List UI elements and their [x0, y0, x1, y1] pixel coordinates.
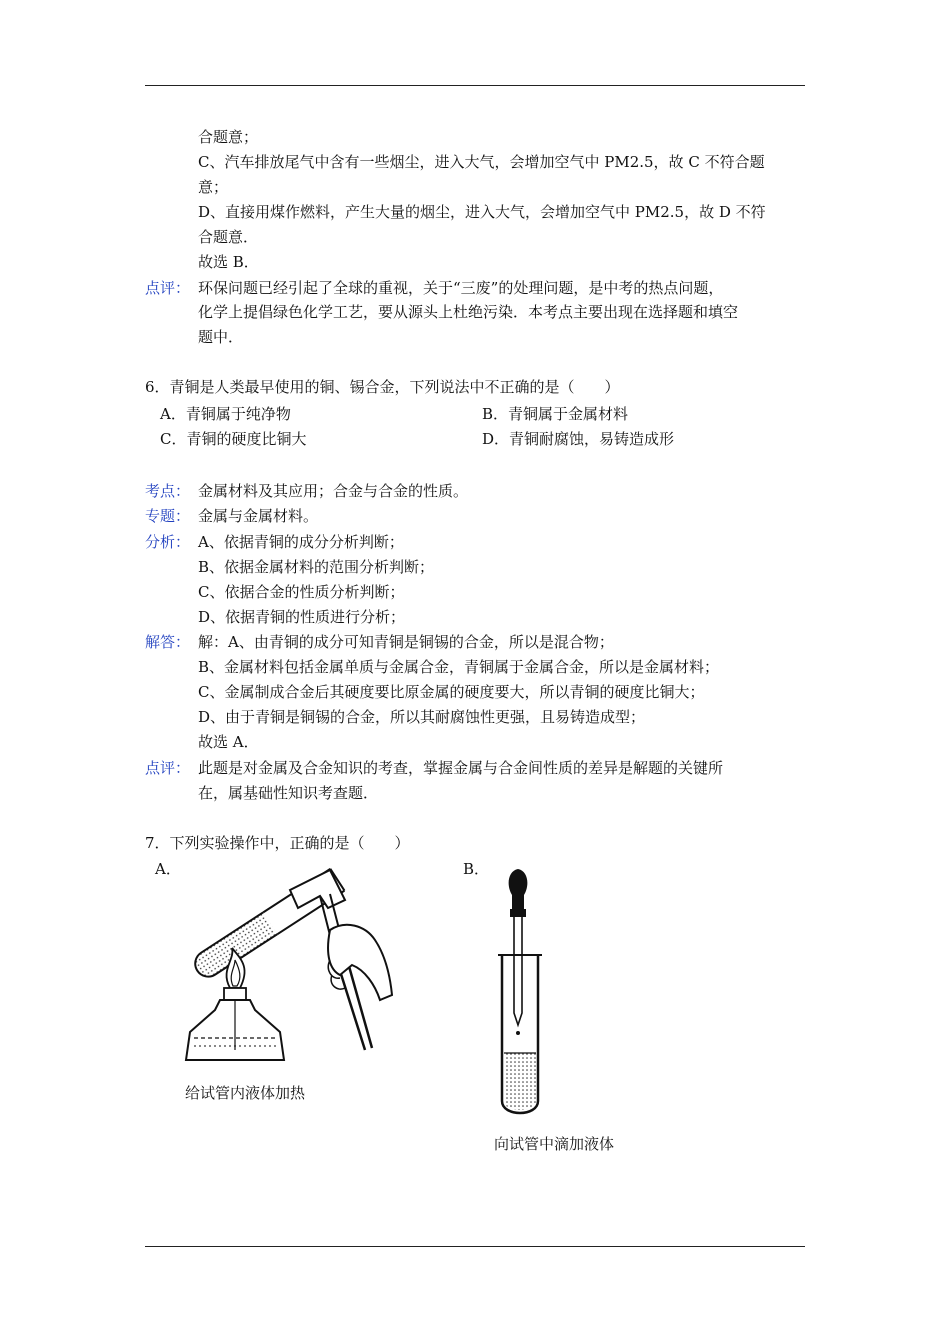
sol5-line-1: 合题意；	[198, 128, 259, 146]
q6-fenxi-2: B、依据金属材料的范围分析判断；	[198, 558, 435, 576]
q7-option-b: B．	[463, 860, 490, 878]
q6-fenxi-4: D、依据青铜的性质进行分析；	[198, 608, 406, 626]
q6-jieda-5: 故选 A．	[198, 733, 259, 751]
q6-stem: 6．青铜是人类最早使用的铜、锡合金，下列说法中不正确的是（ ）	[145, 378, 620, 396]
q6-option-a: A．青铜属于纯净物	[160, 405, 291, 423]
sol5-comment-2: 化学上提倡绿色化学工艺，要从源头上杜绝污染．本考点主要出现在选择题和填空	[198, 303, 739, 321]
q6-zhuanti: 金属与金属材料。	[198, 507, 319, 525]
q7-option-a: A．	[155, 860, 181, 878]
q6-dianping-2: 在，属基础性知识考查题．	[198, 784, 379, 802]
q6-option-c: C．青铜的硬度比铜大	[160, 430, 307, 448]
q6-fenxi-1: A、依据青铜的成分分析判断；	[198, 533, 404, 551]
q6-jieda-3: C、金属制成合金后其硬度要比原金属的硬度要大，所以青铜的硬度比铜大；	[198, 683, 705, 701]
dropper-test-tube-figure	[490, 865, 550, 1125]
q6-jieda-1: 解：A、由青铜的成分可知青铜是铜锡的合金，所以是混合物；	[198, 633, 614, 651]
q6-jieda-2: B、金属材料包括金属单质与金属合金，青铜属于金属合金，所以是金属材料；	[198, 658, 720, 676]
q7-caption-a: 给试管内液体加热	[185, 1084, 306, 1102]
sol5-line-3: 意；	[198, 178, 229, 196]
sol5-line-2: C、汽车排放尾气中含有一些烟尘，进入大气，会增加空气中 PM2.5，故 C 不符合题	[198, 153, 765, 171]
sol5-comment-3: 题中．	[198, 328, 244, 346]
q6-zhuanti-label: 专题：	[145, 507, 191, 525]
q6-dianping-label: 点评：	[145, 759, 191, 777]
q7-caption-b: 向试管中滴加液体	[494, 1135, 615, 1153]
sol5-line-6: 故选 B．	[198, 253, 259, 271]
q6-option-b: B．青铜属于金属材料	[482, 405, 629, 423]
q6-jieda-label: 解答：	[145, 633, 191, 651]
footer-rule	[145, 1246, 805, 1247]
q6-kaodian-label: 考点：	[145, 482, 191, 500]
header-rule	[145, 85, 805, 86]
q6-jieda-4: D、由于青铜是铜锡的合金，所以其耐腐蚀性更强，且易铸造成型；	[198, 708, 646, 726]
q6-kaodian: 金属材料及其应用；合金与合金的性质。	[198, 482, 469, 500]
q6-option-d: D．青铜耐腐蚀，易铸造成形	[482, 430, 675, 448]
sol5-comment-1: 环保问题已经引起了全球的重视，关于“三废”的处理问题，是中考的热点问题，	[198, 279, 724, 297]
sol5-line-5: 合题意．	[198, 228, 259, 246]
sol5-line-4: D、直接用煤作燃料，产生大量的烟尘，进入大气，会增加空气中 PM2.5，故 D 不符	[198, 203, 766, 221]
q7-stem: 7．下列实验操作中，正确的是（ ）	[145, 834, 410, 852]
q6-dianping-1: 此题是对金属及合金知识的考查，掌握金属与合金间性质的差异是解题的关键所	[198, 759, 724, 777]
heating-test-tube-figure	[180, 860, 400, 1070]
q6-fenxi-label: 分析：	[145, 533, 191, 551]
q6-fenxi-3: C、依据合金的性质分析判断；	[198, 583, 405, 601]
sol5-comment-label: 点评：	[145, 279, 191, 297]
